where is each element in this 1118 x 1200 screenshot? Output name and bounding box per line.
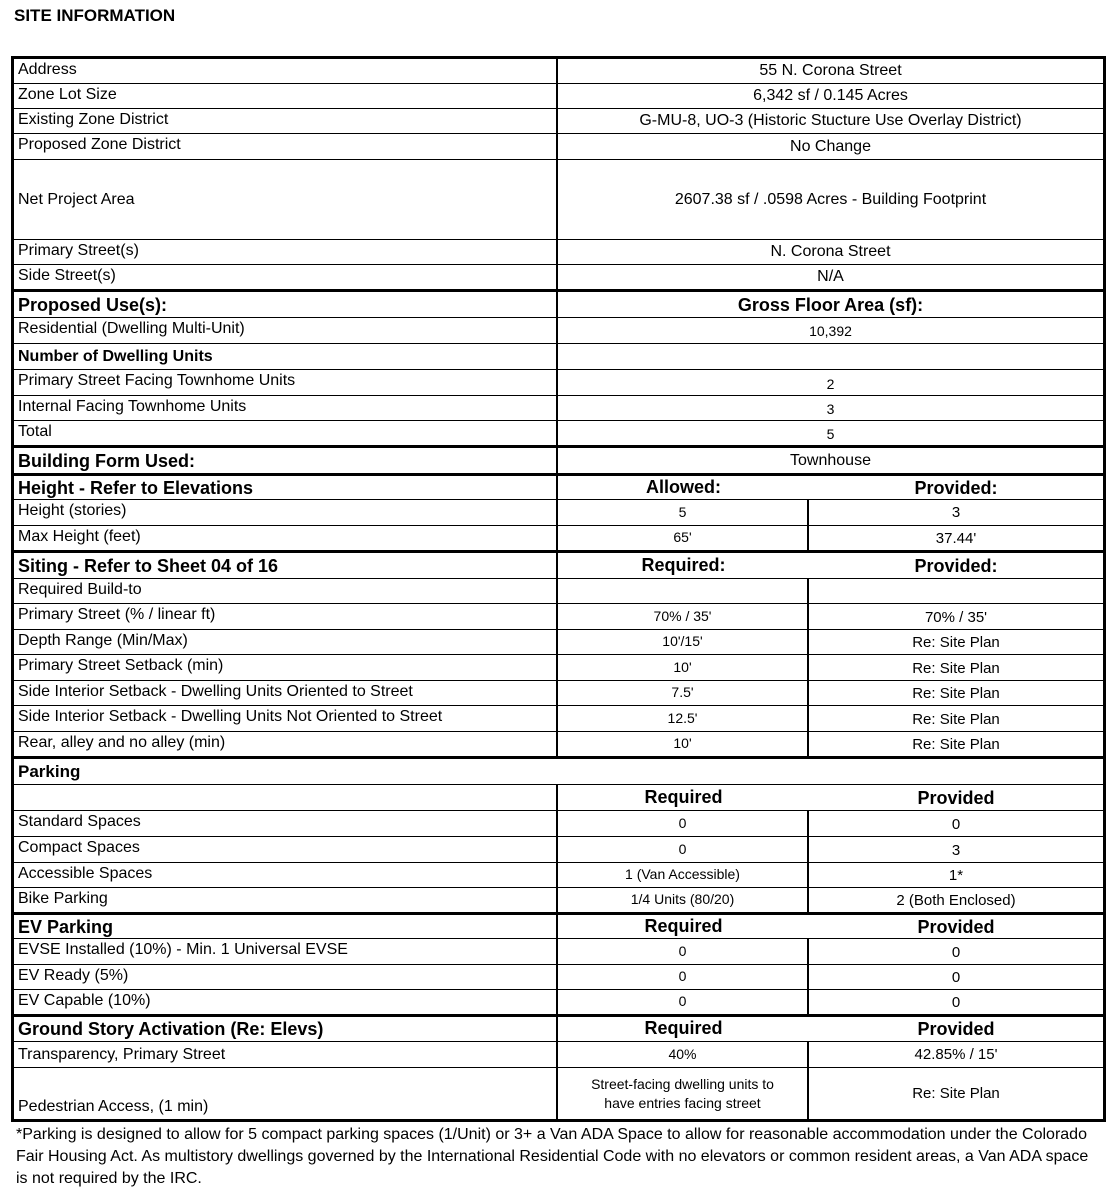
parking-heading-row <box>14 759 1103 785</box>
internal-units-row <box>14 396 1103 421</box>
primary-street-value: N. Corona Street <box>770 243 891 260</box>
siting-row <box>14 681 1103 706</box>
existing-zone-value: G-MU-8, UO-3 (Historic Stucture Use Overlay District) <box>639 112 1022 129</box>
parking-required: 1 (Van Accessible) <box>558 863 809 887</box>
height-header-row <box>14 476 1103 500</box>
address-row <box>14 59 1103 84</box>
proposed-zone-row <box>14 134 1103 160</box>
primary-units-row <box>14 370 1103 396</box>
parking-required: 0 <box>558 837 809 862</box>
max-height-label: Max Height (feet) <box>14 526 558 550</box>
ground-heading: Ground Story Activation (Re: Elevs) <box>14 1017 558 1041</box>
pedestrian-required-line1: Street-facing dwelling units to <box>591 1076 774 1093</box>
ev-heading: EV Parking <box>14 915 558 938</box>
siting-required: 12.5' <box>558 706 809 731</box>
proposed-use-heading: Proposed Use(s): <box>14 292 558 317</box>
siting-row <box>14 732 1103 759</box>
parking-heading: Parking <box>18 762 81 781</box>
siting-row <box>14 655 1103 681</box>
siting-provided: Re: Site Plan <box>912 736 1000 753</box>
zone-lot-size-row <box>14 84 1103 109</box>
total-units-value: 5 <box>826 426 835 442</box>
ev-label: EV Ready (5%) <box>14 965 558 989</box>
max-height-provided: 37.44' <box>935 530 977 547</box>
address-value: 55 N. Corona Street <box>759 62 902 79</box>
ev-provided: 0 <box>951 944 961 961</box>
max-height-row <box>14 526 1103 553</box>
parking-provided-heading: Provided <box>917 787 995 808</box>
internal-units-value: 3 <box>826 401 835 417</box>
ev-required: 0 <box>558 990 809 1014</box>
parking-required-heading: Required <box>644 786 723 807</box>
parking-row <box>14 811 1103 837</box>
proposed-use-header-row <box>14 292 1103 318</box>
pedestrian-access-required <box>558 1068 809 1119</box>
existing-zone-row <box>14 109 1103 134</box>
proposed-zone-value: No Change <box>790 137 871 155</box>
siting-provided: Re: Site Plan <box>912 634 1000 651</box>
ev-row <box>14 939 1103 965</box>
total-units-label: Total <box>14 421 558 445</box>
parking-required: 1/4 Units (80/20) <box>558 888 809 912</box>
height-label: Height (stories) <box>14 500 558 525</box>
ground-required-heading: Required <box>644 1018 723 1039</box>
building-form-row <box>14 448 1103 476</box>
transparency-row <box>14 1042 1103 1068</box>
parking-footnote: *Parking is designed to allow for 5 compact parking spaces (1/Unit) or 3+ a Van ADA Space to allow for reasonable accommodation under the Colorado Fair Housing Act. As multistory dwellings governed by the International Residential Code with no elevators or common resident areas, a Van ADA space is not required by the IRC. <box>16 1126 1089 1187</box>
side-street-value: N/A <box>817 268 844 285</box>
transparency-provided: 42.85% / 15' <box>914 1046 998 1063</box>
build-to-label: Required Build-to <box>14 579 558 603</box>
siting-label: Primary Street Setback (min) <box>14 655 558 680</box>
siting-row <box>14 630 1103 655</box>
siting-row <box>14 706 1103 732</box>
dwelling-units-heading-row <box>14 344 1103 370</box>
residential-value: 10,392 <box>809 322 852 339</box>
ev-label: EV Capable (10%) <box>14 990 558 1014</box>
siting-row <box>14 604 1103 630</box>
ev-provided-heading: Provided <box>917 916 995 937</box>
parking-label: Bike Parking <box>14 888 558 912</box>
siting-provided: Re: Site Plan <box>912 711 1000 728</box>
dwelling-units-blank <box>558 344 1103 369</box>
parking-provided: 1* <box>948 867 964 884</box>
build-to-required <box>558 579 809 603</box>
siting-required: 10' <box>558 655 809 680</box>
height-row <box>14 500 1103 526</box>
side-street-row <box>14 265 1103 292</box>
proposed-zone-label: Proposed Zone District <box>14 134 558 159</box>
transparency-label: Transparency, Primary Street <box>14 1042 558 1067</box>
ev-label: EVSE Installed (10%) - Min. 1 Universal EVSE <box>14 939 558 964</box>
siting-required: 10'/15' <box>558 630 809 654</box>
residential-row <box>14 318 1103 344</box>
siting-required: 70% / 35' <box>558 604 809 629</box>
siting-provided-heading: Provided: <box>914 555 998 576</box>
building-form-value: Townhouse <box>790 452 871 469</box>
siting-provided: Re: Site Plan <box>912 660 1000 677</box>
height-allowed: 5 <box>558 500 809 525</box>
parking-label: Accessible Spaces <box>14 863 558 887</box>
parking-header-row <box>14 785 1103 811</box>
parking-row <box>14 837 1103 863</box>
ev-required: 0 <box>558 939 809 964</box>
siting-label: Depth Range (Min/Max) <box>14 630 558 654</box>
height-provided: 3 <box>951 504 961 521</box>
parking-label: Compact Spaces <box>14 837 558 862</box>
siting-label: Side Interior Setback - Dwelling Units Not Oriented to Street <box>14 706 558 731</box>
parking-provided: 3 <box>951 842 961 859</box>
parking-row <box>14 888 1103 915</box>
build-to-row <box>14 579 1103 604</box>
transparency-required: 40% <box>558 1042 809 1067</box>
page-title: SITE INFORMATION <box>14 6 176 25</box>
ground-provided-heading: Provided <box>917 1019 995 1039</box>
side-street-label: Side Street(s) <box>14 265 558 289</box>
siting-required: 10' <box>558 732 809 756</box>
parking-provided: 0 <box>951 816 961 833</box>
ev-provided: 0 <box>951 969 961 986</box>
max-height-allowed: 65' <box>558 526 809 550</box>
ev-provided: 0 <box>951 994 961 1011</box>
height-provided-heading: Provided: <box>914 477 998 498</box>
ev-required-heading: Required <box>644 915 723 936</box>
parking-row <box>14 863 1103 888</box>
siting-label: Rear, alley and no alley (min) <box>14 732 558 756</box>
pedestrian-access-provided: Re: Site Plan <box>912 1085 1000 1102</box>
ev-row <box>14 990 1103 1017</box>
ground-header-row <box>14 1017 1103 1042</box>
primary-street-row <box>14 240 1103 265</box>
net-project-area-row <box>14 160 1103 240</box>
parking-header-blank <box>14 785 558 810</box>
siting-required: 7.5' <box>558 681 809 705</box>
pedestrian-access-row <box>14 1068 1103 1119</box>
build-to-provided <box>809 579 1103 603</box>
address-label: Address <box>14 59 558 83</box>
ev-required: 0 <box>558 965 809 989</box>
siting-required-heading: Required: <box>641 554 726 575</box>
primary-units-value: 2 <box>826 376 835 392</box>
pedestrian-access-label: Pedestrian Access, (1 min) <box>14 1068 558 1119</box>
primary-units-label: Primary Street Facing Townhome Units <box>14 370 558 395</box>
building-form-label: Building Form Used: <box>14 448 558 473</box>
pedestrian-required-line2: have entries facing street <box>604 1094 761 1111</box>
parking-heading-blank <box>558 759 1103 784</box>
siting-heading: Siting - Refer to Sheet 04 of 16 <box>14 553 558 578</box>
siting-label: Side Interior Setback - Dwelling Units Oriented to Street <box>14 681 558 705</box>
parking-provided: 2 (Both Enclosed) <box>896 892 1016 909</box>
total-units-row <box>14 421 1103 448</box>
existing-zone-label: Existing Zone District <box>14 109 558 133</box>
siting-provided: 70% / 35' <box>924 609 988 626</box>
siting-label: Primary Street (% / linear ft) <box>14 604 558 629</box>
net-project-area-label: Net Project Area <box>14 160 558 239</box>
parking-label: Standard Spaces <box>14 811 558 836</box>
zone-lot-size-value: 6,342 sf / 0.145 Acres <box>753 87 908 104</box>
gross-floor-area-heading: Gross Floor Area (sf): <box>737 294 924 315</box>
ev-header-row <box>14 915 1103 939</box>
residential-label: Residential (Dwelling Multi-Unit) <box>14 318 558 343</box>
primary-street-label: Primary Street(s) <box>14 240 558 264</box>
internal-units-label: Internal Facing Townhome Units <box>14 396 558 420</box>
ev-row <box>14 965 1103 990</box>
siting-provided: Re: Site Plan <box>912 685 1000 702</box>
siting-header-row <box>14 553 1103 579</box>
dwelling-units-heading: Number of Dwelling Units <box>14 344 558 369</box>
net-project-area-value: 2607.38 sf / .0598 Acres - Building Footprint <box>674 190 987 208</box>
zone-lot-size-label: Zone Lot Size <box>14 84 558 108</box>
height-allowed-heading: Allowed: <box>646 476 721 497</box>
height-heading: Height - Refer to Elevations <box>14 476 558 499</box>
site-information-table <box>11 56 1106 1122</box>
parking-required: 0 <box>558 811 809 836</box>
